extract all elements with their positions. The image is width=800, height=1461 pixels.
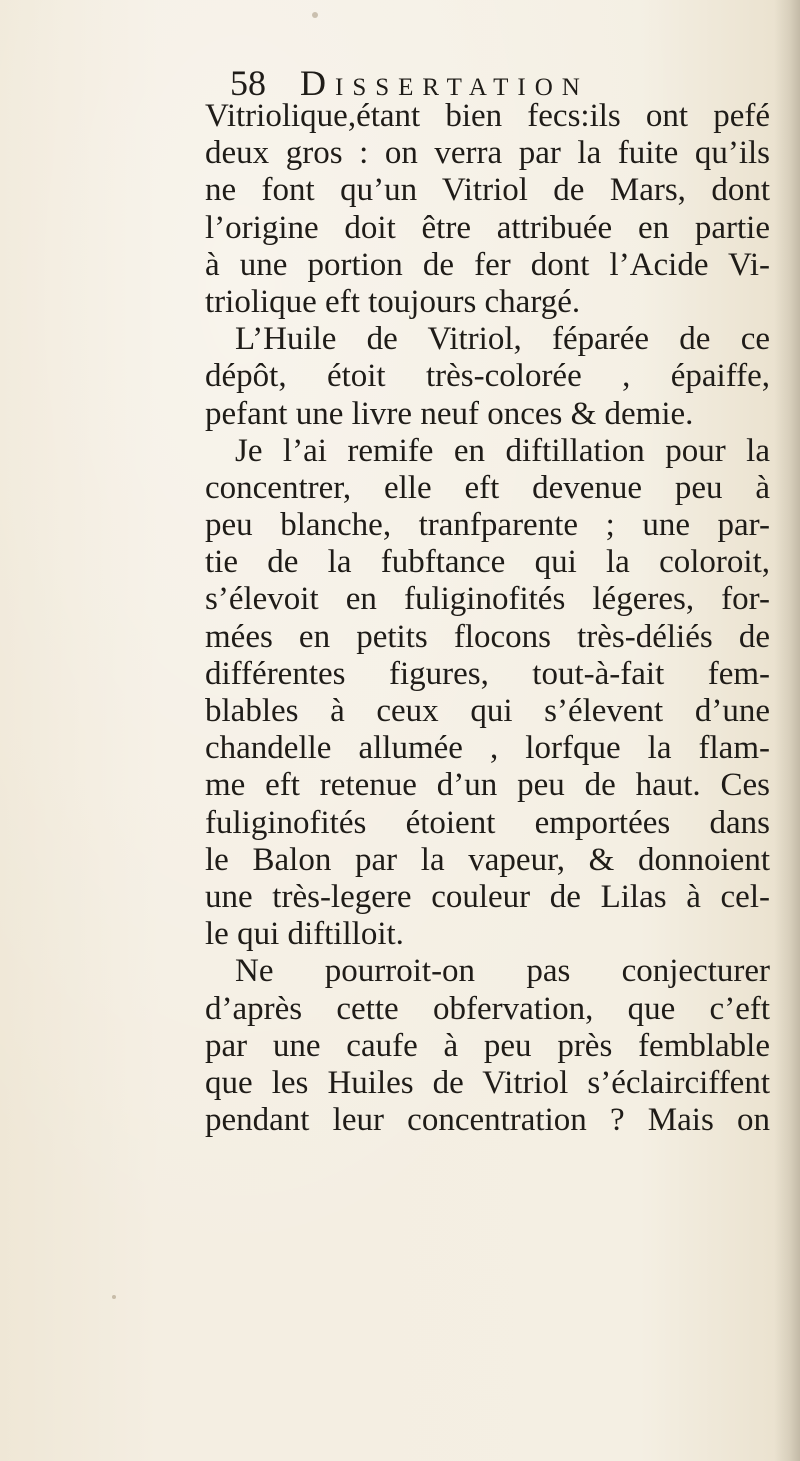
page-number: 58 <box>230 63 266 103</box>
text-line: tie de la fubftance qui la coloroit, <box>205 544 770 581</box>
text-line: d’après cette obfervation, que c’eft <box>205 990 770 1027</box>
text-line: Ne pourroit-on pas conjecturer <box>235 953 770 990</box>
text-line: chandelle allumée , lorfque la flam- <box>205 730 770 767</box>
running-title: Dissertation <box>300 63 589 103</box>
text-line: mées en petits flocons très-déliés de <box>205 618 770 655</box>
text-line: pendant leur concentration ? Mais on <box>205 1102 770 1139</box>
text-line: différentes figures, tout-à-fait fem- <box>205 655 770 692</box>
text-line: s’élevoit en fuliginofités légeres, for- <box>205 581 770 618</box>
text-line: que les Huiles de Vitriol s’éclairciffent <box>205 1064 770 1101</box>
text-line: pefant une livre neuf onces & demie. <box>205 395 694 432</box>
text-line: par une caufe à peu près femblable <box>205 1027 770 1064</box>
paper-speck <box>112 1295 116 1299</box>
body-text <box>205 98 770 1139</box>
text-line: me eft retenue d’un peu de haut. Ces <box>205 767 770 804</box>
text-line: dépôt, étoit très-colorée , épaiffe, <box>205 358 770 395</box>
text-line: une très-legere couleur de Lilas à cel- <box>205 878 770 915</box>
text-line: deux gros : on verra par la fuite qu’ils <box>205 135 770 172</box>
text-line: blables à ceux qui s’élevent d’une <box>205 693 770 729</box>
text-line: à une portion de fer dont l’Acide Vi- <box>205 246 770 283</box>
text-line: peu blanche, tranfparente ; une par- <box>205 507 770 544</box>
text-line: ne font qu’un Vitriol de Mars, dont <box>205 172 770 209</box>
text-line: Vitriolique,étant bien fecs:ils ont pefé <box>205 98 770 134</box>
text-line: concentrer, elle eft devenue peu à <box>205 469 770 506</box>
text-line: le Balon par la vapeur, & donnoient <box>205 841 770 878</box>
text-line: triolique eft toujours chargé. <box>205 283 581 320</box>
text-line: le qui diftilloit. <box>205 916 404 953</box>
page-gutter-shadow <box>774 0 800 1461</box>
text-line: fuliginofités étoient emportées dans <box>205 804 770 841</box>
text-line: L’Huile de Vitriol, féparée de ce <box>235 321 770 358</box>
text-line: l’origine doit être attribuée en partie <box>205 209 770 246</box>
text-line: Je l’ai remife en diftillation pour la <box>235 432 770 469</box>
paper-speck <box>312 12 318 18</box>
